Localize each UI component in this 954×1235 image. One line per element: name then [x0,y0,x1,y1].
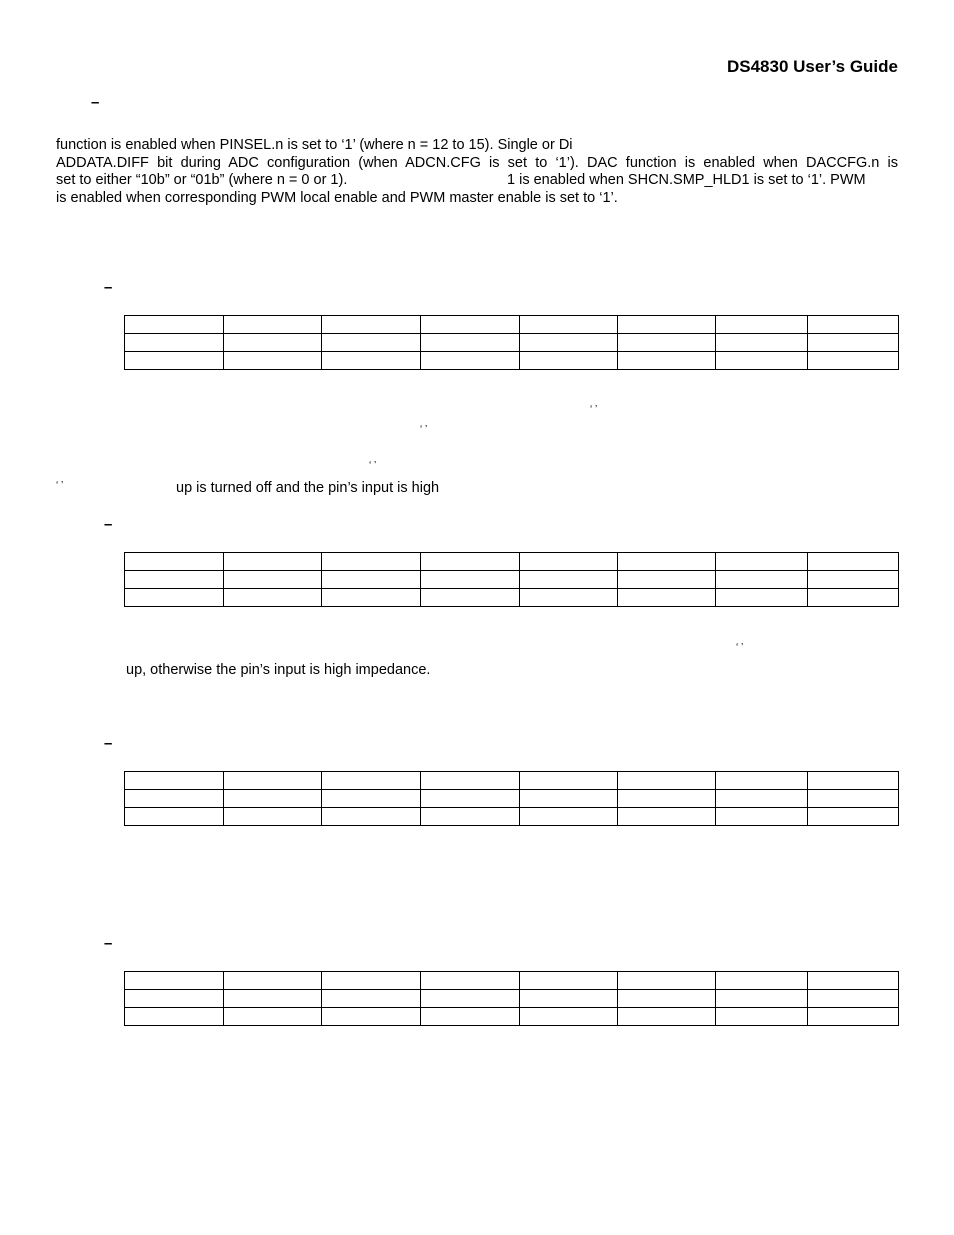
table-row [125,772,899,790]
paragraph-line: up is turned off and the pin’s input is high [176,480,440,496]
register-table [124,971,899,1026]
page-header-title: DS4830 User’s Guide [726,57,898,76]
table-row [125,808,899,826]
section-dash: – [91,94,100,111]
paragraph-line: up, otherwise the pin’s input is high impedance. [126,662,431,678]
table-row [125,352,899,370]
paragraph-text: function is enabled when PINSEL.n is set to ‘1’ (where n = 12 to 15). Single or Di [56,137,573,153]
section-dash: – [104,735,113,752]
table-row [125,316,899,334]
paragraph-line [56,136,898,154]
quote-mark: ‘ ’ [736,642,744,653]
quote-mark: ‘ ’ [56,480,64,491]
table-row [125,990,899,1008]
table-row [125,553,899,571]
register-table [124,771,899,826]
quote-mark: ‘ ’ [420,424,428,435]
section-dash: – [104,279,113,296]
table-row [125,790,899,808]
table-row [125,571,899,589]
table-row [125,334,899,352]
section-dash: – [104,516,113,533]
paragraph-line-part: set to either “10b” or “01b” (where n = 0 or 1). [56,172,348,188]
quote-mark: ‘ ’ [369,460,377,471]
table-row [125,1008,899,1026]
paragraph-line: ADDATA.DIFF bit during ADC configuration (when ADCN.CFG is set to ‘1’). DAC function is enabled when DACCFG.n is [56,155,898,171]
paragraph-line: is enabled when corresponding PWM local enable and PWM master enable is set to ‘1’. [56,190,618,206]
section-dash: – [104,935,113,952]
paragraph-line-part: 1 is enabled when SHCN.SMP_HLD1 is set to ‘1’. PWM [507,172,866,188]
quote-mark: ‘ ’ [590,404,598,415]
table-row [125,589,899,607]
table-row [125,972,899,990]
register-table [124,315,899,370]
register-table [124,552,899,607]
